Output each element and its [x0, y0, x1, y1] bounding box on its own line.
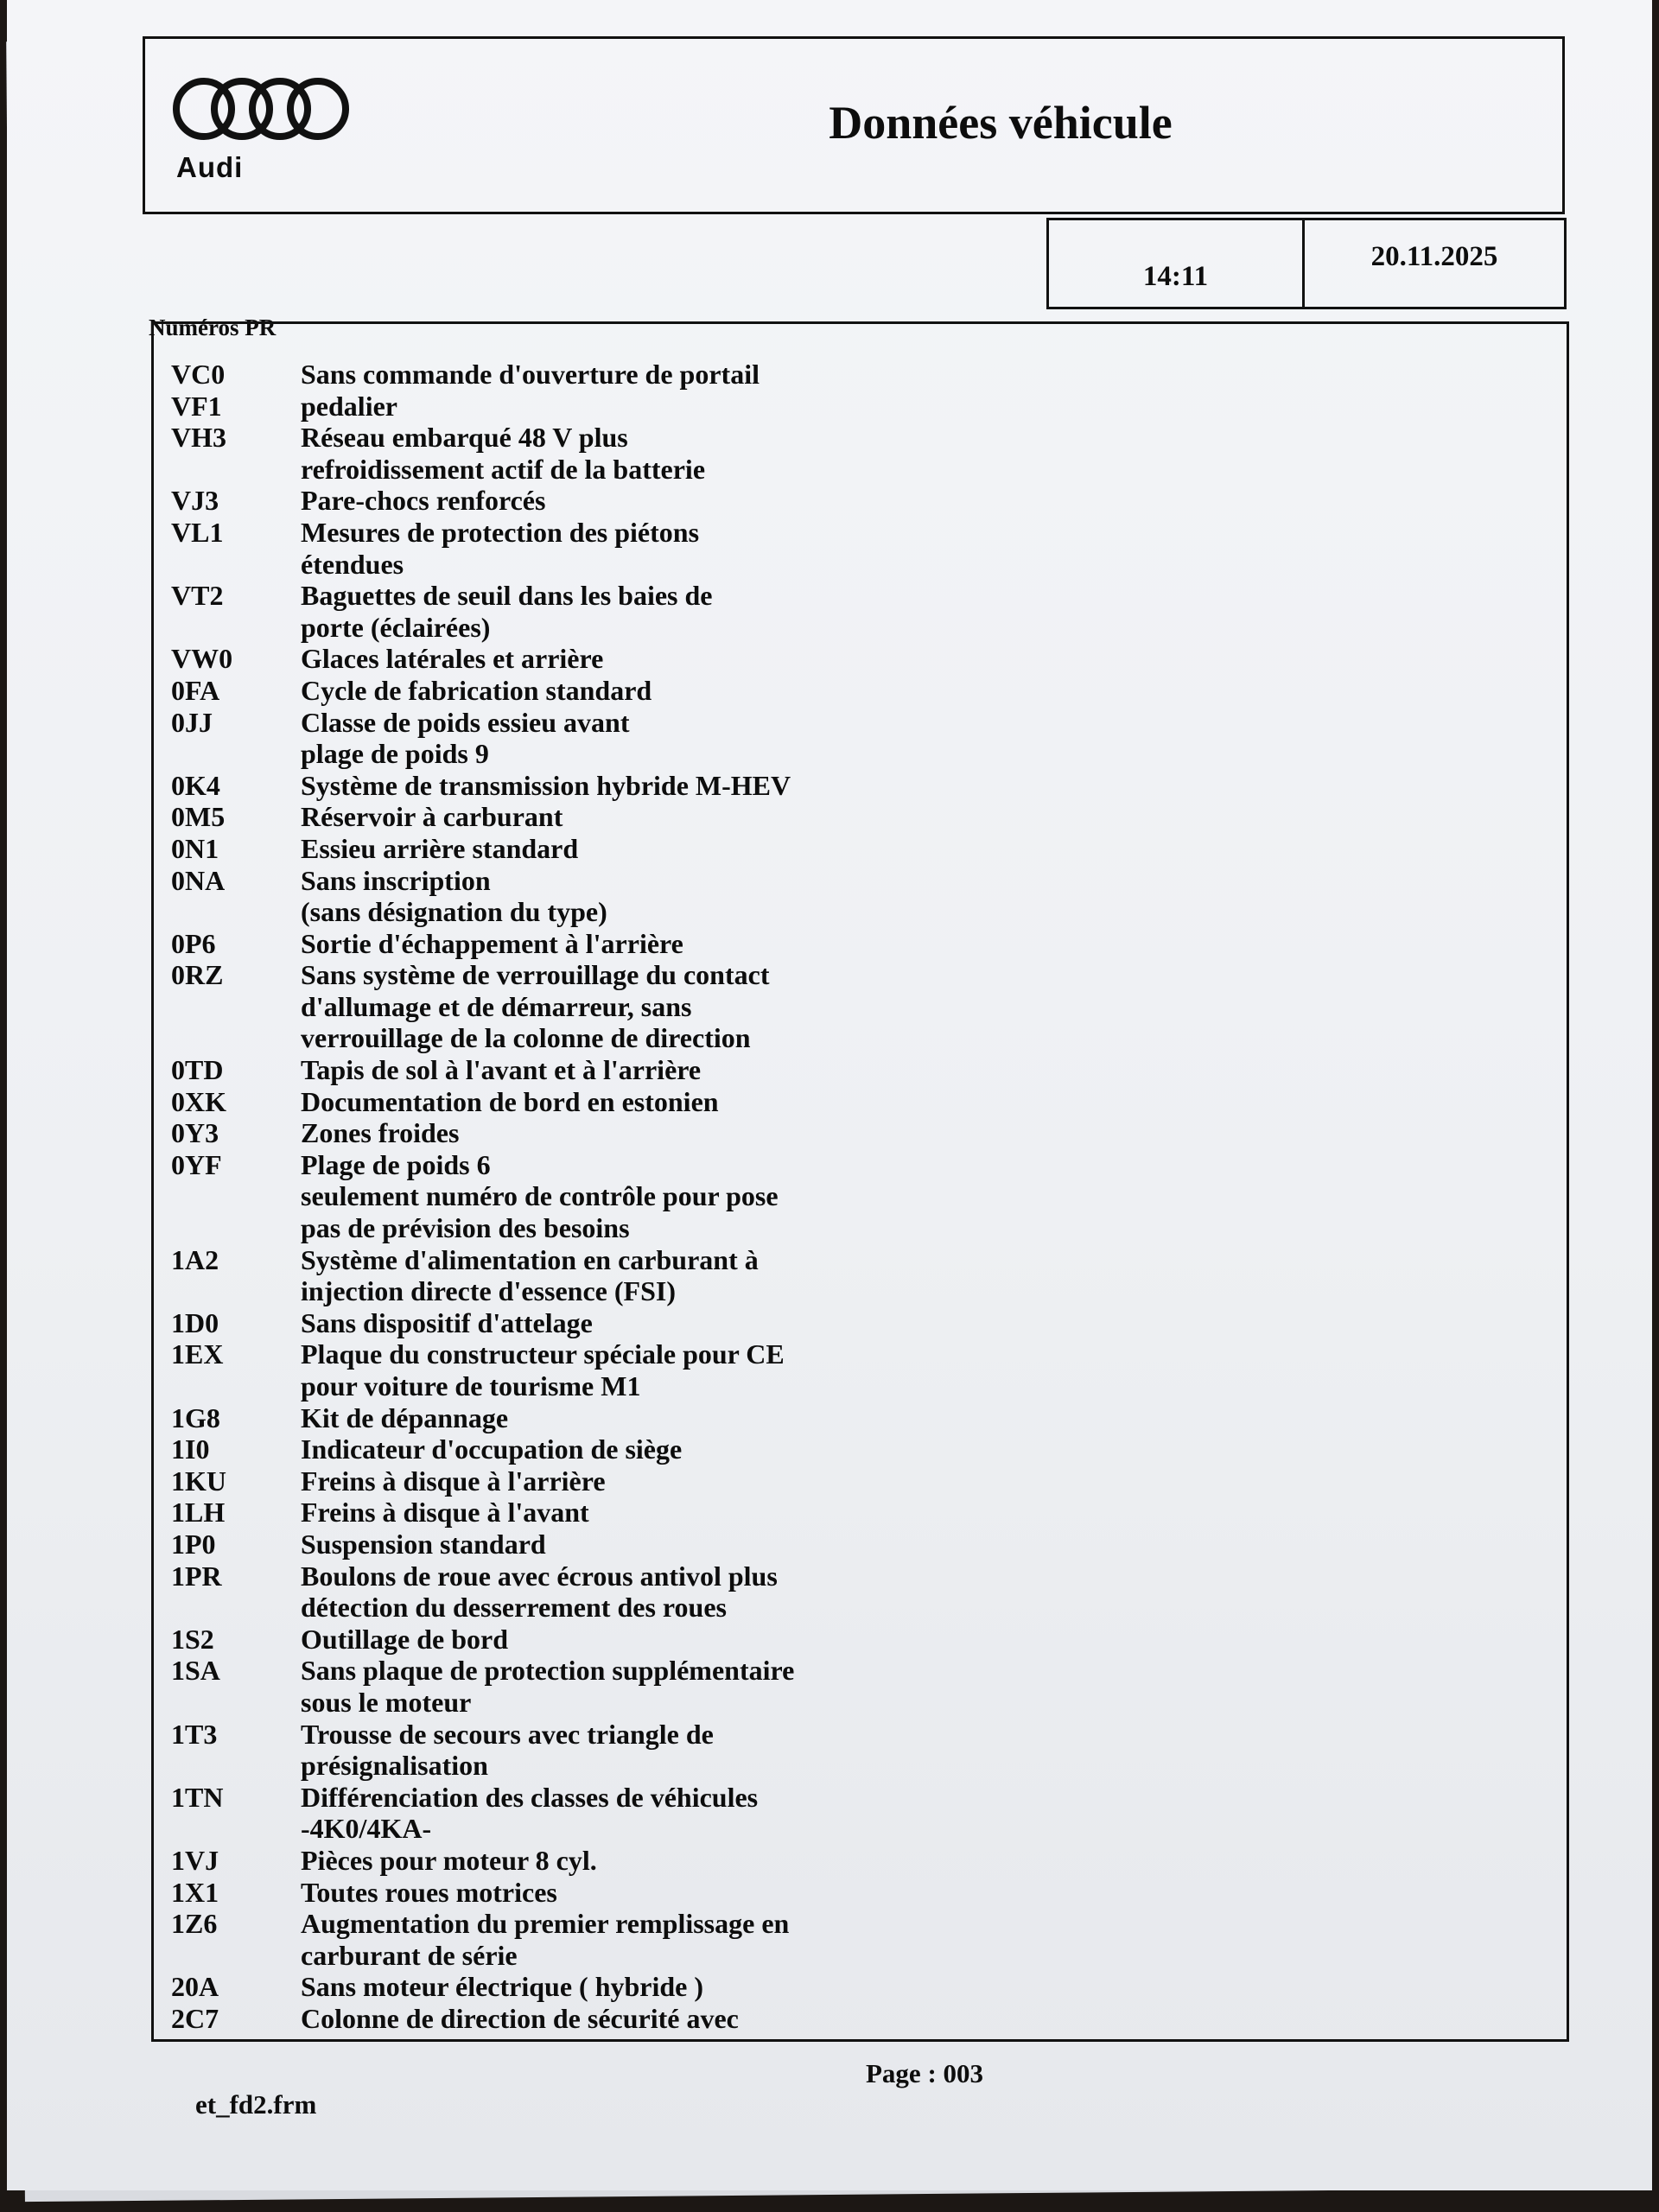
pr-description: Indicateur d'occupation de siège: [301, 1433, 683, 1465]
pr-row: [171, 391, 1035, 423]
pr-numbers-box: [151, 321, 1569, 2042]
pr-description: Mesures de protection des piétons étendues: [301, 516, 700, 580]
pr-row: [171, 675, 1035, 707]
pr-description: Freins à disque à l'arrière: [301, 1465, 606, 1497]
pr-row: [171, 1117, 1035, 1149]
pr-code: 1TN: [171, 1781, 224, 1813]
pr-code: 0TD: [171, 1054, 224, 1086]
pr-row: [171, 1529, 1035, 1560]
pr-row: [171, 1465, 1035, 1497]
pr-code: 0K4: [171, 769, 220, 801]
pr-row: [171, 801, 1035, 833]
pr-row: [171, 1402, 1035, 1434]
pr-row: [171, 1877, 1035, 1909]
print-time: 14:11: [1049, 220, 1305, 307]
pr-description: Pare-chocs renforcés: [301, 485, 546, 517]
pr-description: Documentation de bord en estonien: [301, 1085, 719, 1117]
section-label: Numéros PR: [149, 315, 276, 340]
pr-description: Glaces latérales et arrière: [301, 643, 604, 675]
pr-row: [171, 1244, 1035, 1307]
pr-code: 1X1: [171, 1876, 219, 1908]
pr-code: 1I0: [171, 1433, 210, 1465]
pr-code: 1T3: [171, 1718, 218, 1750]
pr-description: Différenciation des classes de véhicules -4K0/4KA-: [301, 1781, 759, 1845]
pr-description: Augmentation du premier remplissage en carburant de série: [301, 1908, 790, 1971]
pr-description: Sans dispositif d'attelage: [301, 1306, 593, 1338]
pr-description: Trousse de secours avec triangle de présignalisation: [301, 1718, 714, 1782]
pr-row: [171, 580, 1035, 643]
pr-description: Baguettes de seuil dans les baies de porte (éclairées): [301, 580, 713, 643]
pr-description: Sans système de verrouillage du contact d'allumage et de démarreur, sans verrouillage de la colonne de direction: [301, 959, 770, 1054]
pr-code: 0YF: [171, 1148, 222, 1180]
pr-description: Sans plaque de protection supplémentaire sous le moteur: [301, 1655, 795, 1718]
pr-row: [171, 1497, 1035, 1529]
pr-row: [171, 1719, 1035, 1782]
pr-description: Pièces pour moteur 8 cyl.: [301, 1844, 597, 1876]
print-date: 20.11.2025: [1370, 241, 1498, 272]
pr-code: VT2: [171, 580, 224, 612]
pr-code: 1G8: [171, 1402, 220, 1433]
pr-description: Sans commande d'ouverture de portail: [301, 359, 760, 390]
pr-code: VF1: [171, 390, 222, 422]
pr-code: 1KU: [171, 1465, 226, 1497]
pr-row: [171, 928, 1035, 960]
pr-code: 0XK: [171, 1085, 226, 1117]
pr-code: 1SA: [171, 1655, 220, 1687]
pr-code: 1PR: [171, 1560, 222, 1592]
pr-description: Essieu arrière standard: [301, 832, 579, 864]
pr-code: 0RZ: [171, 959, 224, 991]
audi-rings-logo: [171, 73, 353, 144]
pr-row: [171, 485, 1035, 517]
document-title: Données véhicule: [829, 97, 1173, 149]
document-header: [143, 36, 1565, 214]
brand-name: Audi: [176, 151, 244, 183]
pr-description: Tapis de sol à l'avant et à l'arrière: [301, 1054, 702, 1086]
pr-description: pedalier: [301, 390, 397, 422]
pr-code: 1VJ: [171, 1844, 219, 1876]
pr-description: Plage de poids 6 seulement numéro de contrôle pour pose pas de prévision des besoins: [301, 1148, 779, 1244]
pr-row: [171, 707, 1035, 770]
pr-row: [171, 1149, 1035, 1244]
page-number: Page : 003: [866, 2058, 984, 2088]
pr-description: Sans moteur électrique ( hybride ): [301, 1971, 704, 2003]
pr-code: 1P0: [171, 1528, 216, 1560]
pr-row: [171, 959, 1035, 1054]
pr-description: Colonne de direction de sécurité avec: [301, 2002, 739, 2034]
pr-row: [171, 1433, 1035, 1465]
pr-description: Plaque du constructeur spéciale pour CE pour voiture de tourisme M1: [301, 1338, 785, 1402]
pr-code: 1LH: [171, 1497, 226, 1529]
pr-row: [171, 643, 1035, 675]
pr-row: [171, 359, 1035, 391]
pr-description: Classe de poids essieu avant plage de poids 9: [301, 706, 630, 770]
pr-description: Toutes roues motrices: [301, 1876, 557, 1908]
pr-code: 0NA: [171, 864, 226, 896]
pr-code: 1EX: [171, 1338, 224, 1370]
pr-code: 1Z6: [171, 1908, 218, 1940]
pr-code: 1A2: [171, 1243, 219, 1275]
pr-row: [171, 2003, 1035, 2035]
pr-code: 0P6: [171, 927, 216, 959]
pr-list: [171, 359, 1035, 2034]
pr-code: VJ3: [171, 485, 219, 517]
pr-row: [171, 1338, 1035, 1402]
pr-row: [171, 422, 1035, 485]
pr-code: VW0: [171, 643, 233, 675]
pr-description: Zones froides: [301, 1117, 460, 1149]
pr-code: 0Y3: [171, 1117, 219, 1149]
pr-description: Système d'alimentation en carburant à injection directe d'essence (FSI): [301, 1243, 759, 1307]
pr-description: Boulons de roue avec écrous antivol plus détection du desserrement des roues: [301, 1560, 778, 1624]
pr-row: [171, 1624, 1035, 1656]
pr-row: [171, 770, 1035, 802]
pr-row: [171, 517, 1035, 580]
pr-row: [171, 1782, 1035, 1845]
pr-row: [171, 1845, 1035, 1877]
pr-description: Suspension standard: [301, 1528, 546, 1560]
pr-code: 0FA: [171, 674, 220, 706]
pr-code: VC0: [171, 359, 226, 390]
timestamp-box: [1046, 218, 1567, 309]
pr-description: Cycle de fabrication standard: [301, 674, 652, 706]
pr-description: Freins à disque à l'avant: [301, 1497, 589, 1529]
pr-row: [171, 1560, 1035, 1624]
pr-code: 0M5: [171, 801, 226, 833]
pr-row: [171, 865, 1035, 928]
pr-code: 1D0: [171, 1306, 219, 1338]
document-page: [7, 0, 1652, 2190]
pr-description: Réservoir à carburant: [301, 801, 563, 833]
pr-row: [171, 1307, 1035, 1339]
pr-description: Sans inscription (sans désignation du type): [301, 864, 607, 928]
pr-description: Outillage de bord: [301, 1623, 509, 1655]
form-filename: et_fd2.frm: [195, 2089, 317, 2120]
pr-description: Réseau embarqué 48 V plus refroidissement actif de la batterie: [301, 422, 706, 485]
pr-code: VH3: [171, 422, 226, 454]
pr-row: [171, 1086, 1035, 1118]
pr-code: 2C7: [171, 2002, 219, 2034]
pr-row: [171, 1971, 1035, 2003]
pr-code: VL1: [171, 516, 224, 548]
pr-code: 0N1: [171, 832, 219, 864]
pr-row: [171, 1908, 1035, 1971]
pr-code: 1S2: [171, 1623, 214, 1655]
pr-description: Système de transmission hybride M-HEV: [301, 769, 791, 801]
pr-row: [171, 1655, 1035, 1718]
pr-code: 0JJ: [171, 706, 213, 738]
pr-description: Kit de dépannage: [301, 1402, 509, 1433]
pr-row: [171, 833, 1035, 865]
pr-row: [171, 1054, 1035, 1086]
pr-description: Sortie d'échappement à l'arrière: [301, 927, 683, 959]
pr-code: 20A: [171, 1971, 219, 2003]
